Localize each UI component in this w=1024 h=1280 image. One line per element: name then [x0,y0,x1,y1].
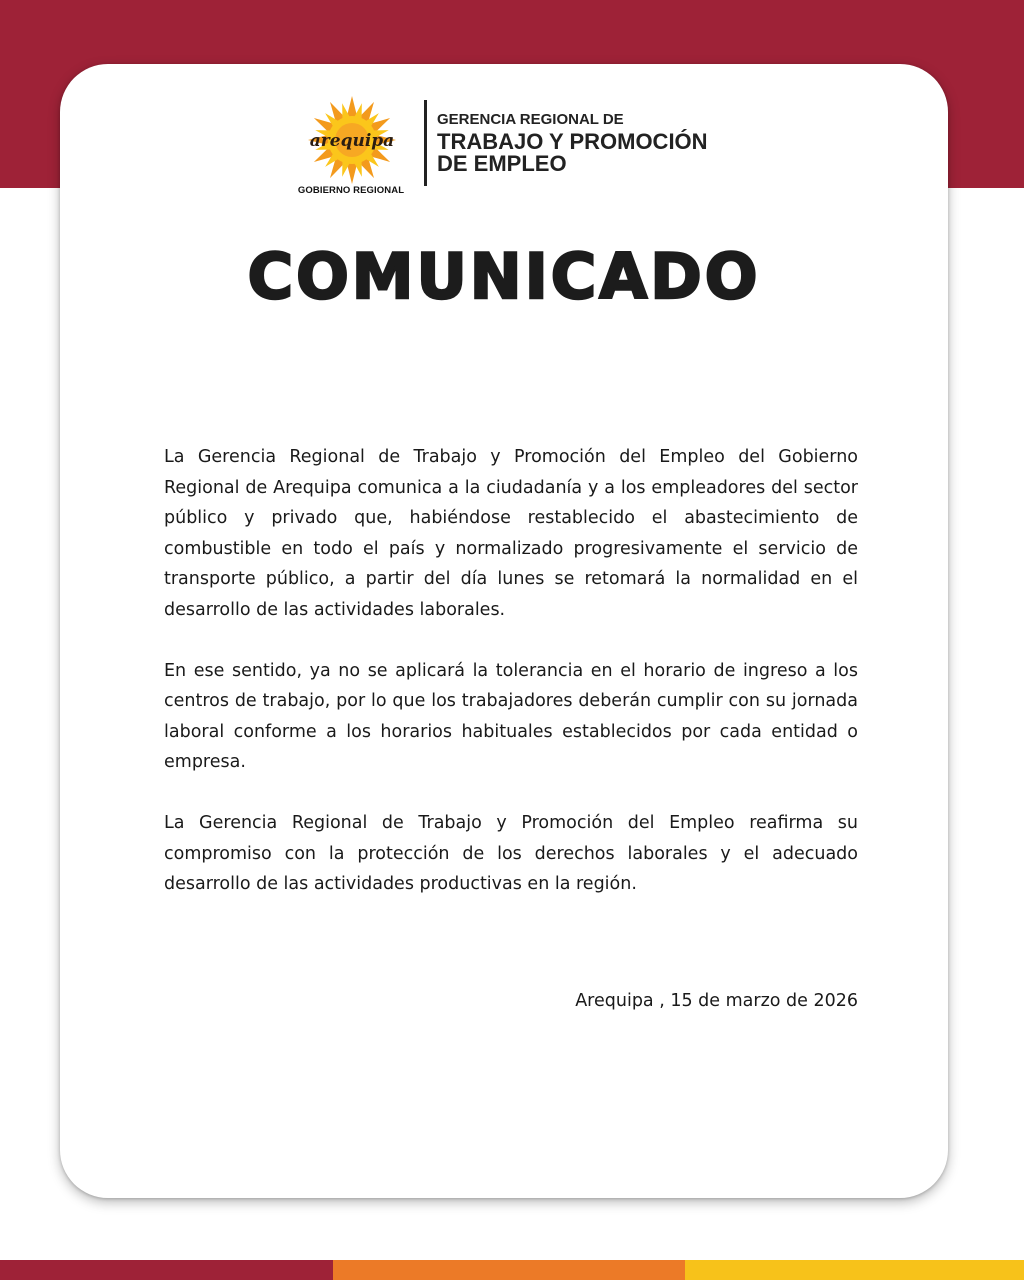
stripe-orange [333,1260,685,1280]
gerencia-name [437,112,708,175]
paragraph: La Gerencia Regional de Trabajo y Promoción del Empleo del Gobierno Regional de Arequipa comunica a la ciudadanía y a los empleadores del sector público y privado que, habiéndose restablecido el abastecimiento de combustible en todo el país y normalizado progresivamente el servicio de transporte público, a partir del día lunes se retomará la normalidad en el desarrollo de las actividades laborales. [164,447,858,620]
bottom-color-stripes [0,1260,1024,1280]
logo-subtitle: GOBIERNO REGIONAL [297,185,405,196]
header-divider [424,100,427,186]
paragraph: La Gerencia Regional de Trabajo y Promoción del Empleo reafirma su compromiso con la protección de los derechos laborales y el adecuado desarrollo de las actividades productivas en la región. [164,813,858,894]
gobierno-regional-logo [294,100,414,200]
document-card [60,64,948,1198]
place-and-date: Arequipa , 15 de marzo de 2026 [575,991,858,1011]
document-title: COMUNICADO [247,240,761,313]
sun-icon [304,94,400,190]
document-body [164,442,858,930]
stripe-yellow [685,1260,1024,1280]
logo-wordmark: arequipa [309,131,395,151]
gerencia-line-1: GERENCIA REGIONAL DE [437,111,624,128]
paragraph: En ese sentido, ya no se aplicará la tolerancia en el horario de ingreso a los centros de trabajo, por lo que los trabajadores deberán cumplir con su jornada laboral conforme a los horarios habituales establecidos por cada entidad o empresa. [164,660,858,772]
header-logos [294,100,754,200]
gerencia-line-2: TRABAJO Y PROMOCIÓN [437,129,708,154]
gerencia-line-3: DE EMPLEO [437,151,567,176]
stripe-red [0,1260,333,1280]
